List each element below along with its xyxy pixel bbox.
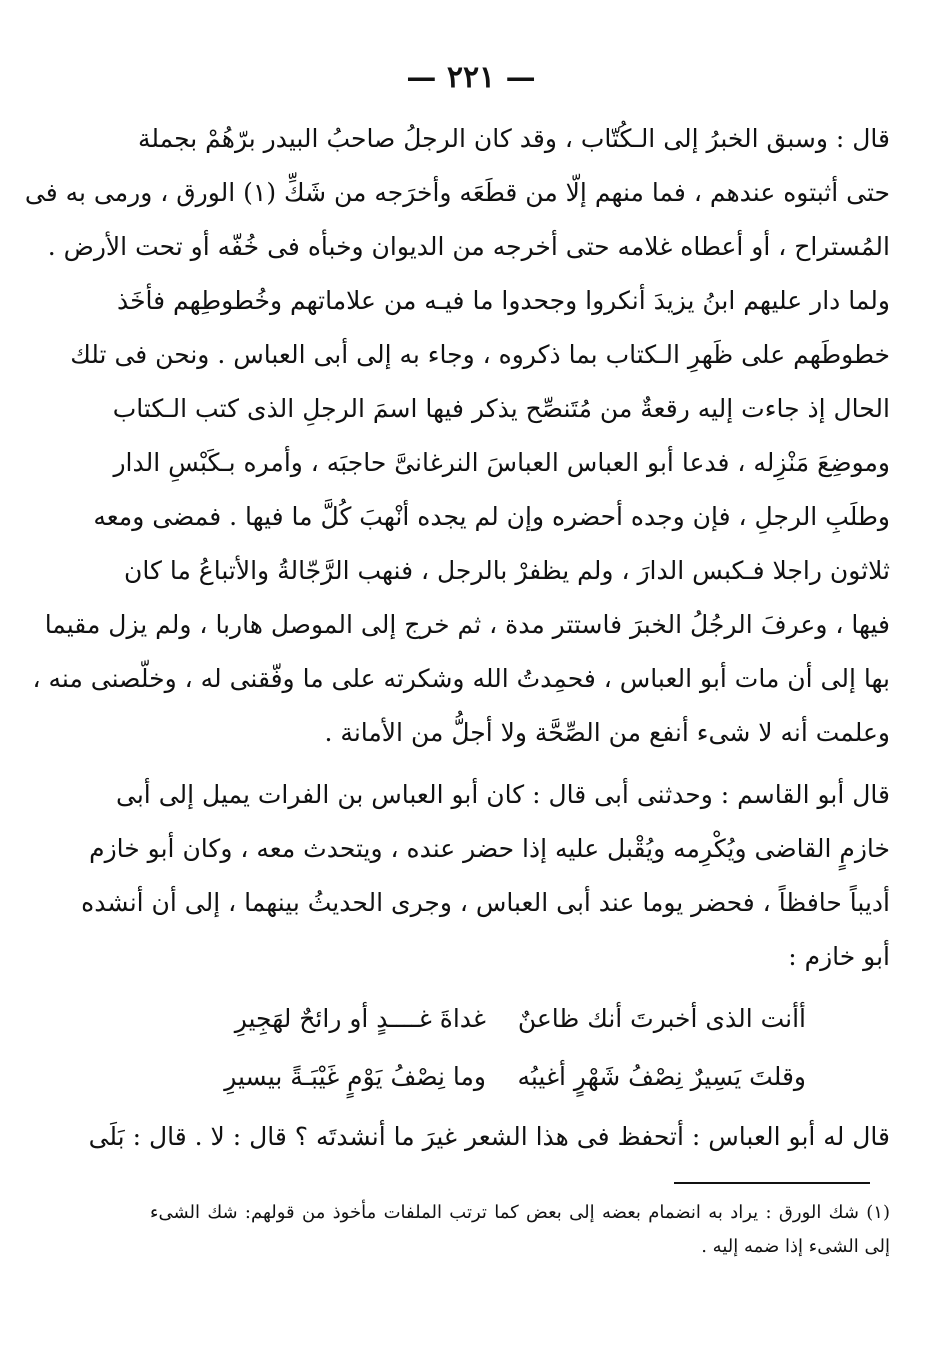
text-line: الحال إذ جاءت إليه رقعةٌ من مُتَنصِّح يذكر فيها اسمَ الرجلِ الذى كتب الـكتاب bbox=[112, 394, 890, 423]
verse bbox=[150, 990, 890, 1048]
paragraph bbox=[24, 112, 890, 760]
text-line: وموضِعَ مَنْزِله ، فدعا أبو العباس العباسَ النرغانىَّ حاجبَه ، وأمره بـكَبْسِ الدار bbox=[113, 448, 890, 477]
after-verse-text bbox=[88, 1110, 890, 1164]
text-line: قال : وسبق الخبرُ إلى الـكُتّاب ، وقد كان الرجلُ صاحبُ البيدر برّهُمْ بجملة bbox=[137, 124, 890, 153]
text-line: أديباً حافظاً ، فحضر يوما عند أبى العباس ، وجرى الحديثُ بينهما ، إلى أن أنشده bbox=[81, 888, 890, 917]
footnote bbox=[150, 1196, 890, 1264]
text-line: قال له أبو العباس : أتحفظ فى هذا الشعر غيرَ ما أنشدتَه ؟ قال : لا . قال : بَلَى bbox=[88, 1122, 890, 1151]
text-line: قال أبو القاسم : وحدثنى أبى قال : كان أبو العباس بن الفرات يميل إلى أبى bbox=[116, 780, 890, 809]
paragraph-gap bbox=[150, 760, 890, 768]
poem-verses bbox=[150, 990, 890, 1106]
verse bbox=[150, 1048, 890, 1106]
text-line: المُستراح ، أو أعطاه غلامه حتى أخرجه من الديوان وخبأه فى خُفّه أو تحت الأرض . bbox=[47, 232, 890, 261]
text-line: خطوطَهم على ظَهرِ الـكتاب بما ذكروه ، وجاء به إلى أبى العباس . ونحن فى تلك bbox=[70, 340, 890, 369]
text-line: ثلاثون راجلا فـكبس الدارَ ، ولم يظفرْ بالرجل ، فنهب الرَّجّالةُ والأتباعُ ما كان bbox=[124, 556, 890, 585]
footnote-line: إلى الشىء إذا ضمه إليه . bbox=[701, 1236, 890, 1257]
verse-first-hemistich: أأنت الذى أخبرتَ أنك ظاعنٌ bbox=[517, 1004, 806, 1033]
text-line: أبو خازم : bbox=[788, 942, 890, 971]
text-line: خازمٍ القاضى ويُكْرِمه ويُقْبل عليه إذا حضر عنده ، ويتحدث معه ، وكان أبو خازم bbox=[89, 834, 890, 863]
footnote-line: (١) شك الورق : يراد به انضمام بعضه إلى بعض كما ترتب الملفات مأخوذ من قولهم: شك الشىء bbox=[150, 1202, 890, 1223]
text-line: حتى أثبتوه عندهم ، فما منهم إلّا من قطَعَه وأخرَجه من شَكِّ (١) الورق ، ورمى به فى bbox=[24, 178, 890, 207]
verse-second-hemistich: وما نِصْفُ يَوْمٍ غَيْبَـةً بيسيرِ bbox=[224, 1062, 486, 1091]
paragraph bbox=[81, 768, 890, 984]
text-line: ولما دار عليهم ابنُ يزيدَ أنكروا وجحدوا ما فيـه من علاماتهم وخُطوطِهم فأخَذ bbox=[116, 286, 890, 315]
verse-second-hemistich: غداةَ غــــدٍ أو رائحٌ لهَجِيرِ bbox=[234, 1004, 486, 1033]
verse-first-hemistich: وقلتَ يَسِيرٌ نِصْفُ شَهْرٍ أغيبُه bbox=[517, 1062, 806, 1091]
text-line: وطلَبِ الرجلِ ، فإن وجده أحضره وإن لم يجده أنْهبَ كُلَّ ما فيها . فمضى ومعه bbox=[93, 502, 890, 531]
footnote-divider bbox=[674, 1182, 870, 1184]
text-line: بها إلى أن مات أبو العباس ، فحمِدتُ الله وشكرته على ما وفّقنى له ، وخلّصنى منه ، bbox=[32, 664, 890, 693]
text-line: فيها ، وعرفَ الرجُلُ الخبرَ فاستتر مدة ، ثم خرج إلى الموصل هاربا ، ولم يزل مقيما bbox=[44, 610, 890, 639]
body-text bbox=[24, 112, 890, 984]
text-line: وعلمت أنه لا شىء أنفع من الصِّحَّة ولا أجلُّ من الأمانة . bbox=[324, 718, 890, 747]
page-number: — ٢٢١ — bbox=[406, 60, 536, 95]
